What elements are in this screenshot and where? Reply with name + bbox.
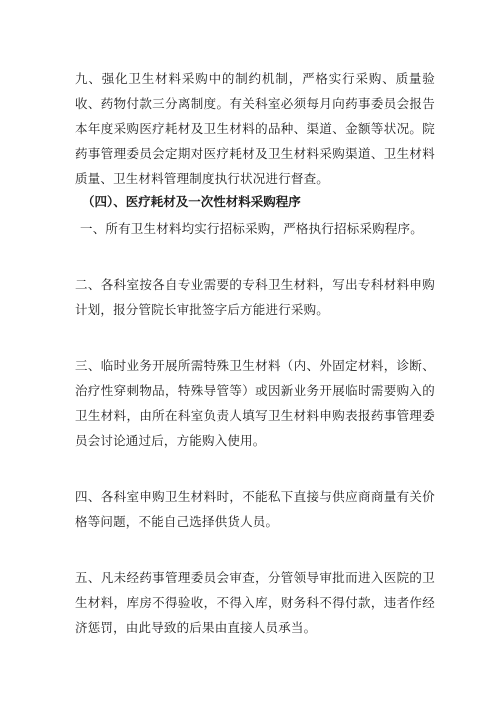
section-heading: （四）、医疗耗材及一次性材料采购程序 (82, 194, 301, 209)
paragraph-item-2: 二、各科室按各自专业需要的专科卫生材料，写出专科材料申购计划，报分管院长审批签字后方能进行采购。 (75, 277, 435, 317)
paragraph-item-1: 一、所有卫生材料均实行招标采购，严格执行招标采购程序。 (80, 221, 423, 236)
paragraph-item-9: 九、强化卫生材料采购中的制约机制，严格实行采购、质量验收、药物付款三分离制度。有关科室必须每月向药事委员会报告本年度采购医疗耗材及卫生材料的品种、渠道、金额等状况。院药事管理委员会定期对医疗耗材及卫生材料采购渠道、卫生材料质量、卫生材料管理制度执行状况进行督查。 (75, 71, 435, 186)
paragraph-item-5: 五、凡未经药事管理委员会审查，分管领导审批而进入医院的卫生材料，库房不得验收，不得入库，财务科不得付款，违者作经济惩罚，由此导致的后果由直接人员承当。 (75, 570, 435, 635)
paragraph-item-3: 三、临时业务开展所需特殊卫生材料（内、外固定材料，诊断、治疗性穿刺物品，特殊导管等）或因新业务开展临时需要购入的卫生材料，由所在科室负责人填写卫生材料申购表报药事管理委员会讨论通过后，方能购入使用。 (75, 358, 435, 448)
paragraph-item-4: 四、各科室申购卫生材料时，不能私下直接与供应商商量有关价格等问题，不能自己选择供货人员。 (75, 489, 435, 529)
